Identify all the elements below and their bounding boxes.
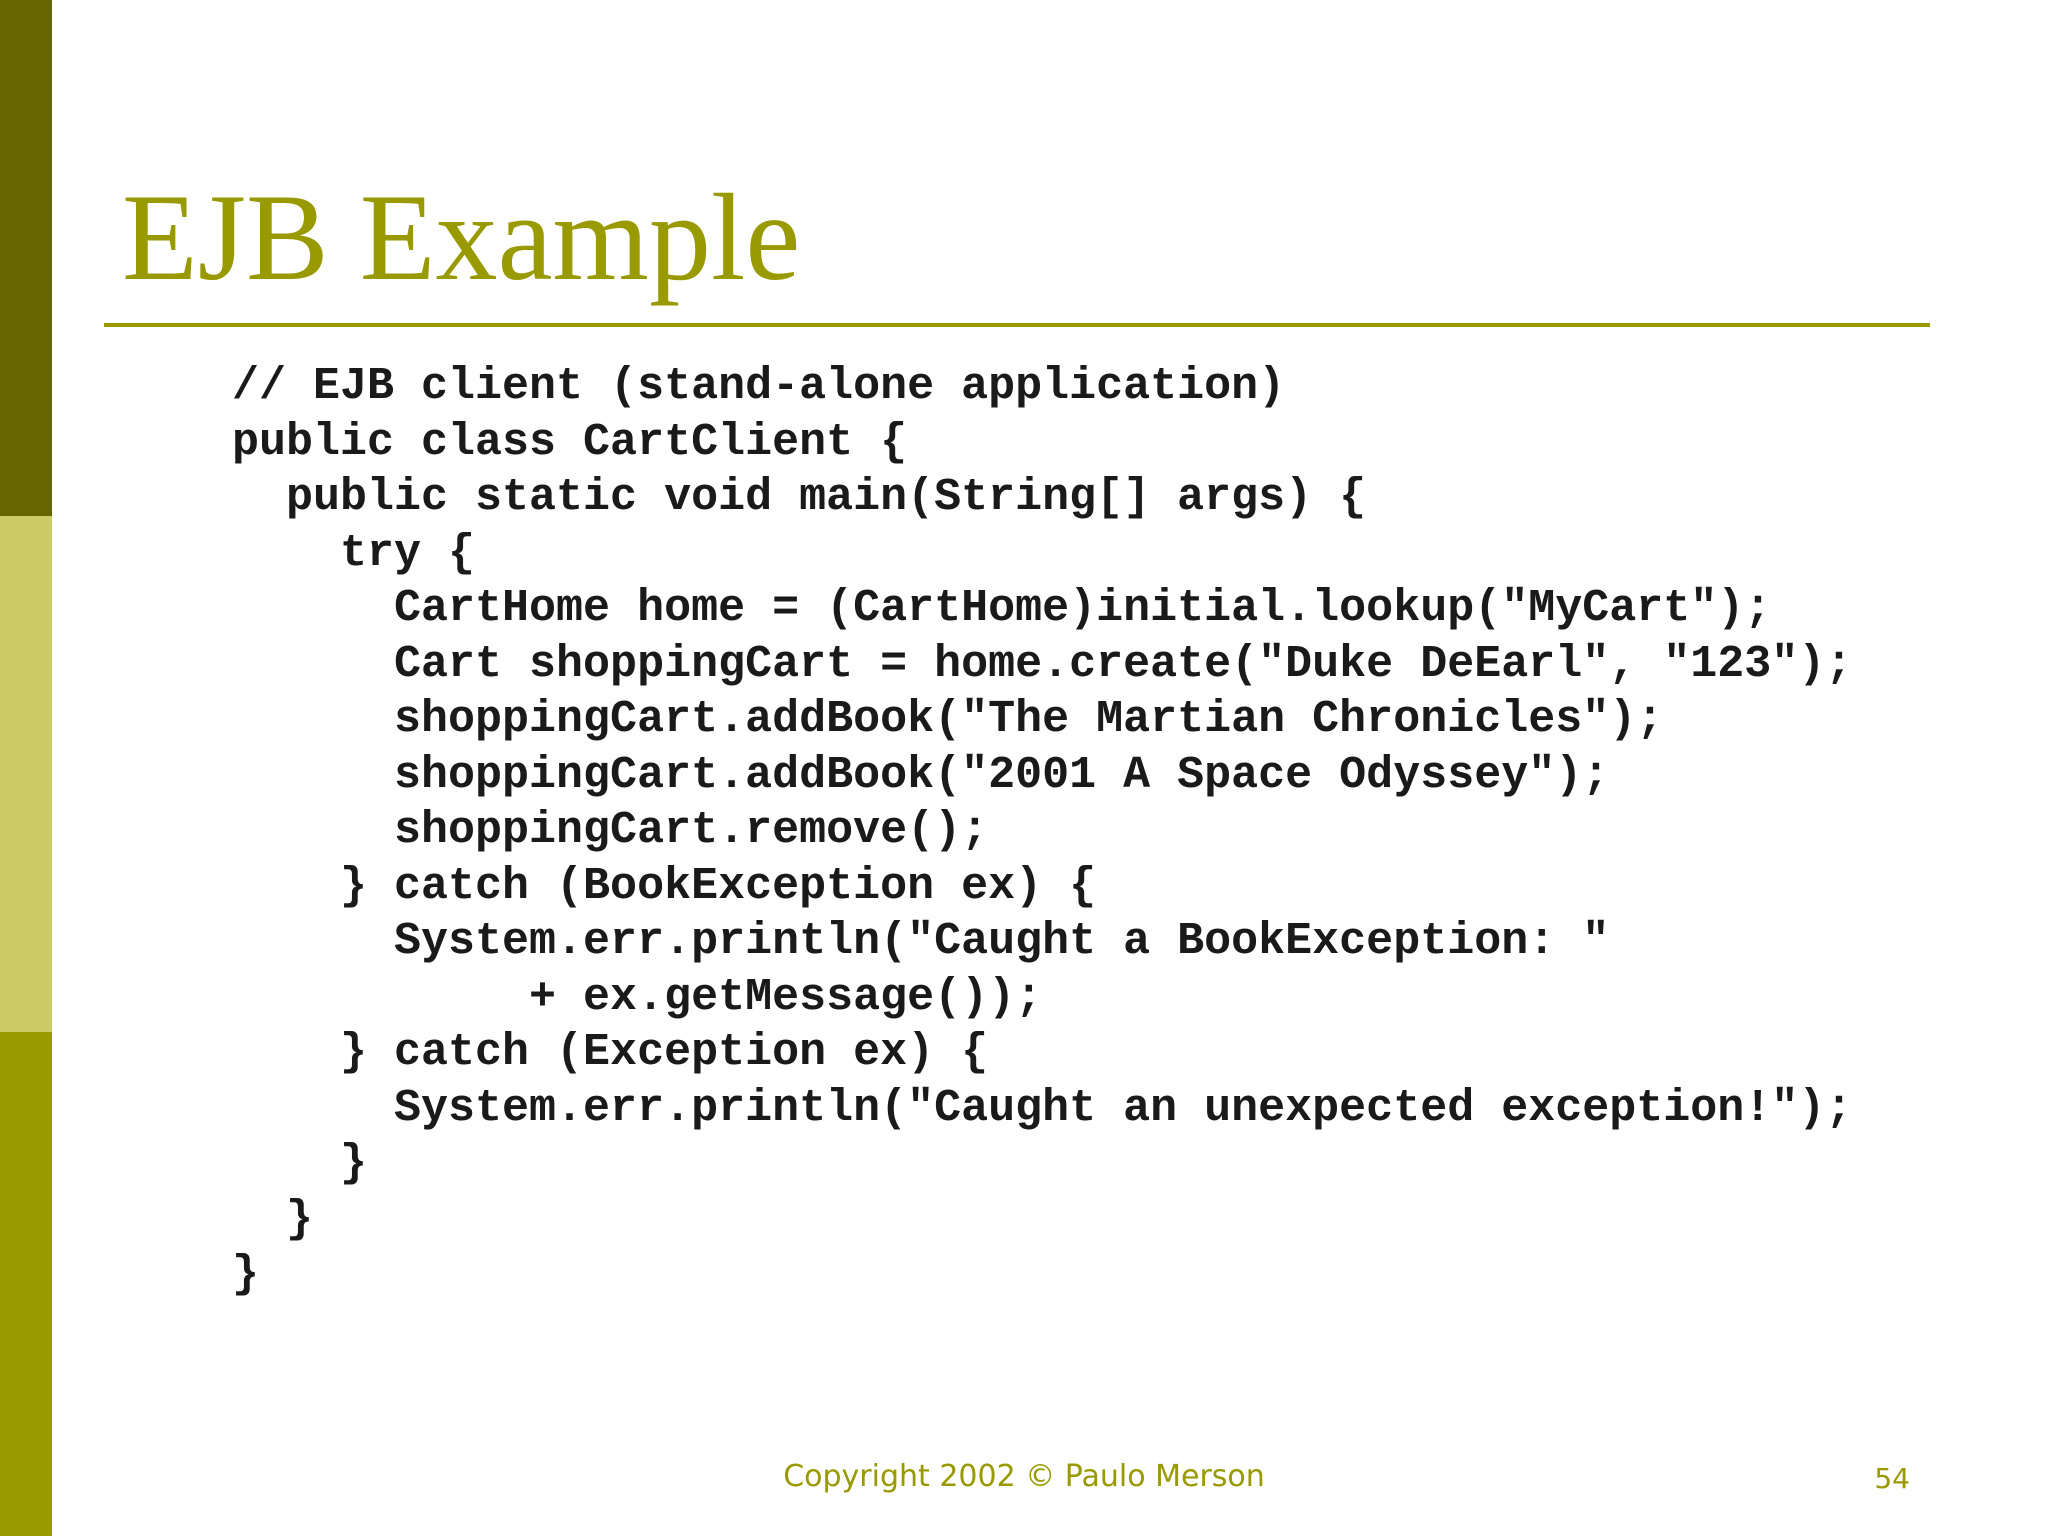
side-bar-dark xyxy=(0,0,52,516)
code-line: System.err.println("Caught an unexpected exception!"); xyxy=(232,1082,1853,1134)
code-line: } xyxy=(232,1249,260,1300)
footer-copyright: Copyright 2002 © Paulo Merson xyxy=(783,1459,1265,1494)
code-line: public class CartClient { xyxy=(232,416,908,468)
code-line: } xyxy=(232,1193,314,1245)
code-line: shoppingCart.addBook("The Martian Chronicles"); xyxy=(232,694,1664,745)
code-line: try { xyxy=(232,527,476,579)
code-line: public static void main(String[] args) { xyxy=(232,472,1367,523)
code-line: System.err.println("Caught a BookException: " xyxy=(232,916,1610,967)
code-block xyxy=(232,359,1852,1303)
code-line: + ex.getMessage()); xyxy=(232,971,1043,1023)
code-line: } xyxy=(232,1138,368,1189)
side-bar-light xyxy=(0,516,52,1032)
title-divider xyxy=(104,323,1930,327)
code-line: } catch (BookException ex) { xyxy=(232,860,1097,912)
page-number: 54 xyxy=(1874,1462,1910,1495)
code-line: CartHome home = (CartHome)initial.lookup("MyCart"); xyxy=(232,583,1772,634)
code-line: shoppingCart.addBook("2001 A Space Odyssey"); xyxy=(232,749,1610,801)
code-line: // EJB client (stand-alone application) xyxy=(232,361,1286,412)
slide-title: EJB Example xyxy=(122,169,801,306)
code-line: Cart shoppingCart = home.create("Duke DeEarl", "123"); xyxy=(232,638,1853,690)
code-line: shoppingCart.remove(); xyxy=(232,805,989,856)
code-line: } catch (Exception ex) { xyxy=(232,1027,989,1078)
